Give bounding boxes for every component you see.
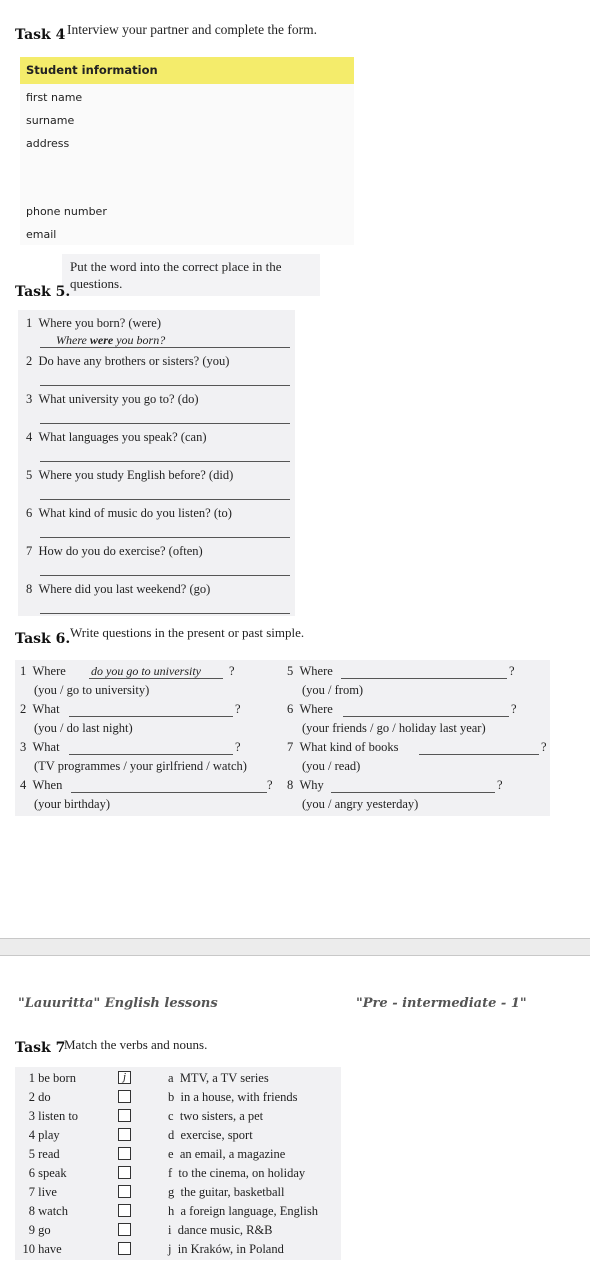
task6-item-4: 4 When — [20, 778, 63, 792]
answer-box-1[interactable]: j — [118, 1071, 131, 1084]
verb-4: 4 play — [28, 1128, 60, 1142]
task5-item-5: 5 Where you study English before? (did) — [26, 468, 234, 482]
task5-item-4: 4 What languages you speak? (can) — [26, 430, 207, 444]
answer-line-7[interactable] — [40, 575, 290, 576]
answer-line-1[interactable] — [40, 347, 290, 348]
task4-label: Task 4 — [15, 27, 66, 43]
task5-exercise — [18, 310, 295, 616]
task6-hint-2: (you / do last night) — [34, 721, 133, 735]
answer-line-5[interactable] — [40, 499, 290, 500]
task6-item-1: 1 Where — [20, 664, 66, 678]
lessons-title: "Lauuritta" English lessons — [18, 996, 218, 1011]
noun-i: i dance music, R&B — [168, 1223, 273, 1237]
verb-5: 5 read — [28, 1147, 60, 1161]
page-break — [0, 938, 590, 956]
verb-10: 10 have — [22, 1242, 62, 1256]
task6-hint-6: (your friends / go / holiday last year) — [302, 721, 486, 735]
task5-item-1: 1 Where you born? (were) — [26, 316, 162, 330]
answer-box-6[interactable] — [118, 1166, 131, 1179]
task6-q-4: ? — [267, 778, 273, 792]
task6-hint-1: (you / go to university) — [34, 683, 150, 697]
answer-box-3[interactable] — [118, 1109, 131, 1122]
task6-q-3: ? — [235, 740, 241, 754]
task6-line-5[interactable] — [341, 678, 507, 679]
task6-hint-5: (you / from) — [302, 683, 364, 697]
verb-1: 1 be born — [28, 1071, 76, 1085]
task6-line-8[interactable] — [331, 792, 495, 793]
noun-d: d exercise, sport — [168, 1128, 253, 1142]
answer-box-2[interactable] — [118, 1090, 131, 1103]
task5-item-3: 3 What university you go to? (do) — [26, 392, 199, 406]
task6-q-5: ? — [509, 664, 515, 678]
noun-g: g the guitar, basketball — [168, 1185, 285, 1199]
task4-instruction: Interview your partner and complete the form. — [67, 22, 318, 37]
student-info-header-text: Student information — [26, 63, 158, 77]
noun-c: c two sisters, a pet — [168, 1109, 264, 1123]
answer-line-6[interactable] — [40, 537, 290, 538]
noun-h: h a foreign language, English — [168, 1204, 318, 1218]
task6-hint-3: (TV programmes / your girlfriend / watch) — [34, 759, 247, 773]
verb-8: 8 watch — [28, 1204, 68, 1218]
verb-2: 2 do — [28, 1090, 51, 1104]
task7-instruction: Match the verbs and nouns. — [64, 1037, 208, 1052]
task6-item-8: 8 Why — [287, 778, 324, 792]
task5-instruction-line1: Put the word into the correct place in the — [70, 259, 282, 274]
task6-line-4[interactable] — [71, 792, 267, 793]
verb-9: 9 go — [28, 1223, 51, 1237]
noun-a: a MTV, a TV series — [168, 1071, 269, 1085]
task7-exercise — [15, 1067, 341, 1260]
noun-j: j in Kraków, in Poland — [168, 1242, 284, 1256]
task5-item-2: 2 Do have any brothers or sisters? (you) — [26, 354, 230, 368]
task6-q-2: ? — [235, 702, 241, 716]
verb-6: 6 speak — [28, 1166, 67, 1180]
task5-item-7: 7 How do you do exercise? (often) — [26, 544, 203, 558]
task6-item-3: 3 What — [20, 740, 60, 754]
task7-label: Task 7 — [15, 1040, 66, 1056]
student-info-form — [20, 57, 354, 245]
field-email: email — [26, 228, 57, 241]
student-info-header — [20, 57, 354, 84]
task6-item-6: 6 Where — [287, 702, 333, 716]
task6-item-5: 5 Where — [287, 664, 333, 678]
verb-7: 7 live — [28, 1185, 57, 1199]
task6-q-7: ? — [541, 740, 547, 754]
answer-box-8[interactable] — [118, 1204, 131, 1217]
field-phone-number: phone number — [26, 205, 107, 218]
task5-label: Task 5. — [15, 284, 71, 300]
task5-item-8: 8 Where did you last weekend? (go) — [26, 582, 211, 596]
answer-box-10[interactable] — [118, 1242, 131, 1255]
task6-line-6[interactable] — [343, 716, 509, 717]
task6-line-7[interactable] — [419, 754, 539, 755]
task6-line-2[interactable] — [69, 716, 233, 717]
task6-hint-7: (you / read) — [302, 759, 361, 773]
noun-e: e an email, a magazine — [168, 1147, 286, 1161]
verb-3: 3 listen to — [28, 1109, 79, 1123]
task6-line-3[interactable] — [69, 754, 233, 755]
noun-b: b in a house, with friends — [168, 1090, 298, 1104]
answer-box-9[interactable] — [118, 1223, 131, 1236]
task6-label: Task 6. — [15, 631, 71, 647]
task6-q-8: ? — [497, 778, 503, 792]
field-surname: surname — [26, 114, 75, 127]
task5-instruction-line2: questions. — [70, 276, 123, 291]
field-address: address — [26, 137, 70, 150]
level-title: "Pre - intermediate - 1" — [356, 996, 527, 1011]
task6-item-2: 2 What — [20, 702, 60, 716]
answer-box-4[interactable] — [118, 1128, 131, 1141]
task6-q-6: ? — [511, 702, 517, 716]
task6-example-answer: do you go to university — [91, 664, 201, 678]
task6-hint-8: (you / angry yesterday) — [302, 797, 419, 811]
answer-box-7[interactable] — [118, 1185, 131, 1198]
answer-line-4[interactable] — [40, 461, 290, 462]
answer-line-8[interactable] — [40, 613, 290, 614]
task6-instruction: Write questions in the present or past simple. — [70, 625, 305, 640]
task5-example-answer: Where were you born? — [56, 333, 166, 347]
noun-f: f to the cinema, on holiday — [168, 1166, 306, 1180]
task5-item-6: 6 What kind of music do you listen? (to) — [26, 506, 232, 520]
field-first-name: first name — [26, 91, 83, 104]
answer-line-2[interactable] — [40, 385, 290, 386]
task6-item-7: 7 What kind of books — [287, 740, 399, 754]
answer-box-5[interactable] — [118, 1147, 131, 1160]
task6-exercise — [15, 660, 550, 816]
task6-q-1: ? — [229, 664, 235, 678]
task6-hint-4: (your birthday) — [34, 797, 111, 811]
answer-line-3[interactable] — [40, 423, 290, 424]
